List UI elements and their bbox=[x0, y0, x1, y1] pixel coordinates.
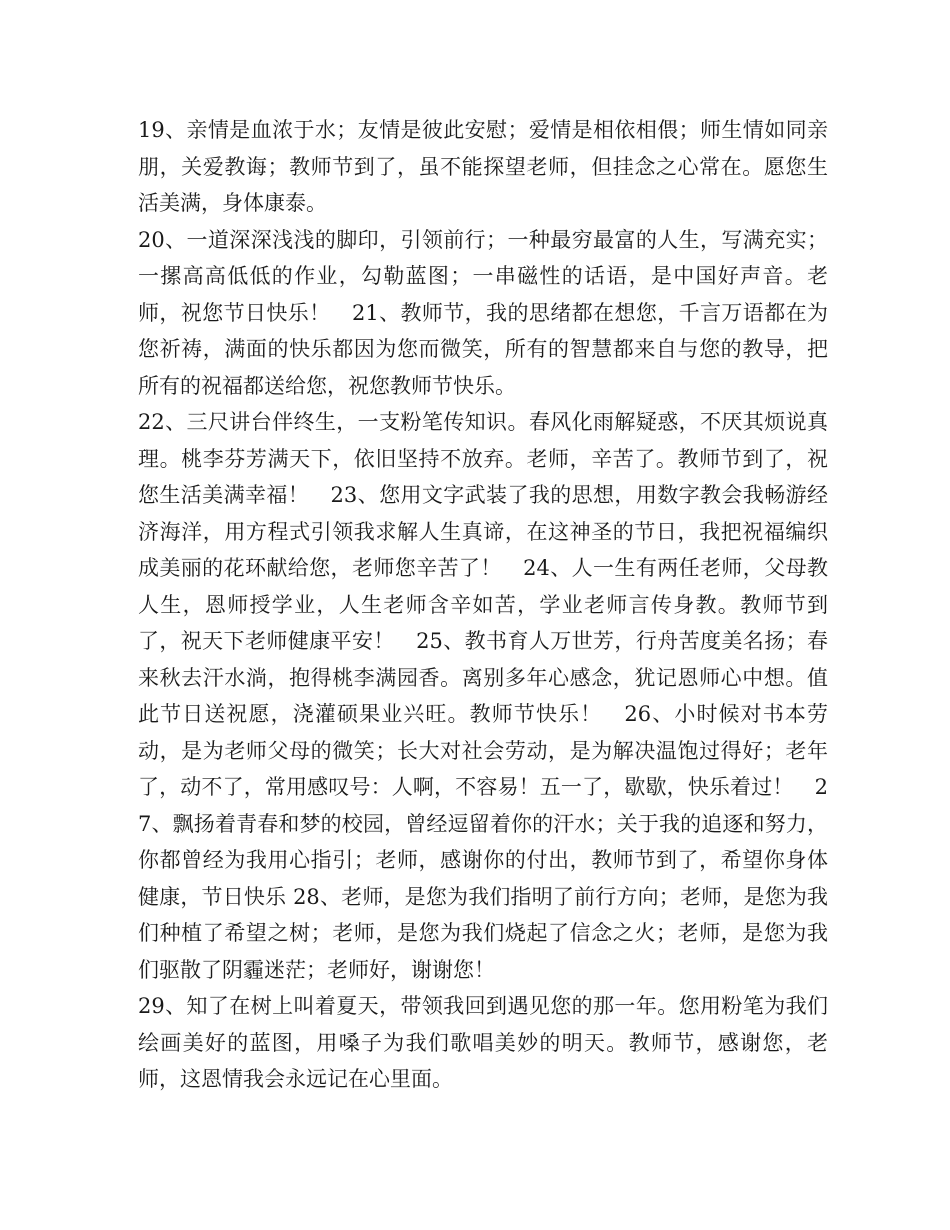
paragraph-20-21: 20、一道深深浅浅的脚印，引领前行；一种最穷最富的人生，写满充实；一摞高高低低的作业，勾勒蓝图；一串磁性的话语，是中国好声音。老师，祝您节日快乐！ 21、教师节，我的思绪都在想您，千言万语都在为您祈祷，满面的快乐都因为您而微笑，所有的智慧都来自与您的教导，把所有的祝福都送给您，祝您教师节快乐。 bbox=[138, 227, 828, 398]
paragraph-22-28: 22、三尺讲台伴终生，一支粉笔传知识。春风化雨解疑惑，不厌其烦说真理。桃李芬芳满天下，依旧坚持不放弃。老师，辛苦了。教师节到了，祝您生活美满幸福！ 23、您用文字武装了我的思想，用数字教会我畅游经济海洋，用方程式引领我求解人生真谛，在这神圣的节日，我把祝福编织成美丽的花环献给您，老师您辛苦了！ 24、人一生有两任老师，父母教人生，恩师授学业，人生老师含辛如苦，学业老师言传身教。教师节到了，祝天下老师健康平安！ 25、教书育人万世芳，行舟苦度美名扬；春来秋去汗水淌，抱得桃李满园香。离别多年心感念，犹记恩师心中想。值此节日送祝愿，浇灌硕果业兴旺。教师节快乐！ 26、小时候对书本劳动，是为老师父母的微笑；长大对社会劳动，是为解决温饱过得好；老年了，动不了，常用感叹号：人啊，不容易！五一了，歇歇，快乐着过！ 27、飘扬着青春和梦的校园，曾经逗留着你的汗水；关于我的追逐和努力，你都曾经为我用心指引；老师，感谢你的付出，教师节到了，希望你身体健康，节日快乐 28、老师，是您为我们指明了前行方向；老师，是您为我们种植了希望之树；老师，是您为我们烧起了信念之火；老师，是您为我们驱散了阴霾迷茫；老师好，谢谢您！ bbox=[138, 410, 828, 982]
paragraph-29: 29、知了在树上叫着夏天，带领我回到遇见您的那一年。您用粉笔为我们绘画美好的蓝图，用嗓子为我们歌唱美妙的明天。教师节，感谢您，老师，这恩情我会永远记在心里面。 bbox=[138, 994, 828, 1091]
document-body bbox=[138, 112, 828, 1098]
paragraph-19: 19、亲情是血浓于水；友情是彼此安慰；爱情是相依相偎；师生情如同亲朋，关爱教诲；教师节到了，虽不能探望老师，但挂念之心常在。愿您生活美满，身体康泰。 bbox=[138, 118, 828, 215]
